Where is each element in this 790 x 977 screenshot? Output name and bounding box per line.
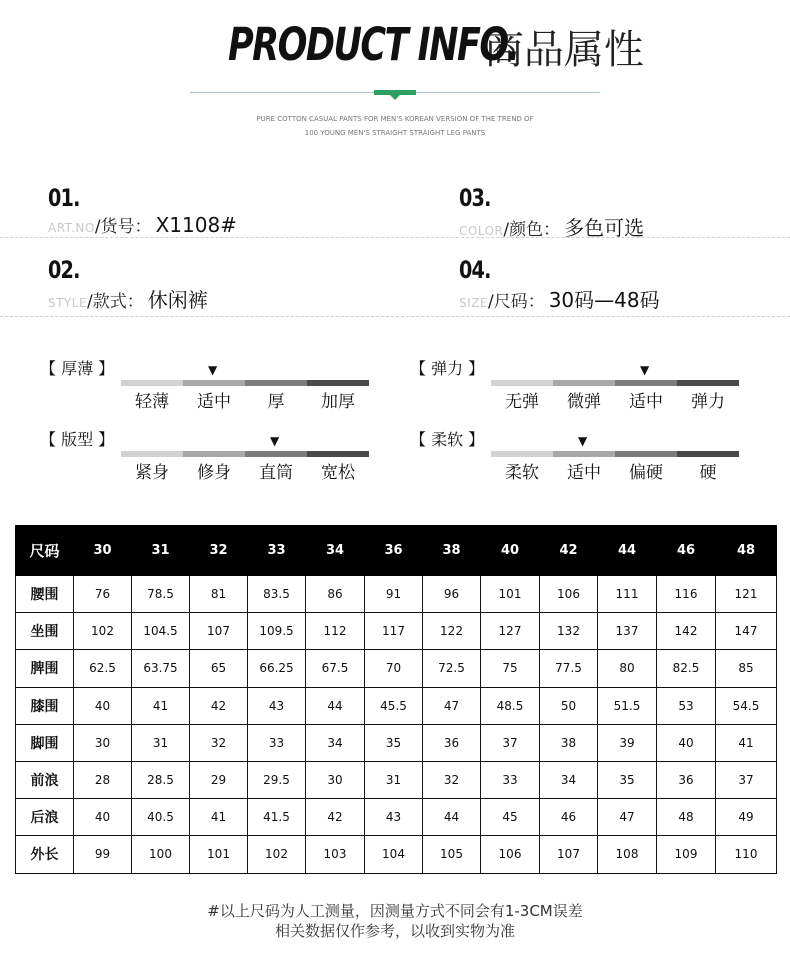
subtitle-line-2: 100 YOUNG MEN'S STRAIGHT STRAIGHT LEG PANTS [304, 129, 486, 137]
table-cell: 34 [540, 761, 598, 798]
scale-options [121, 458, 369, 483]
info-label: /款式： [87, 292, 144, 312]
scale-option: 轻薄 [135, 392, 169, 412]
table-cell: 86 [306, 576, 365, 613]
info-en-label: SIZE [459, 296, 488, 310]
table-cell: 36 [657, 761, 716, 798]
table-cell: 70 [365, 650, 423, 687]
attribute-title: 【 版型 】 [40, 430, 115, 449]
table-cell: 103 [306, 836, 365, 873]
info-item-style [48, 256, 208, 313]
info-en-label: COLOR [459, 224, 504, 238]
table-row-label: 后浪 [16, 799, 74, 836]
table-cell: 41 [132, 687, 190, 724]
table-cell: 72.5 [423, 650, 481, 687]
scale-option: 加厚 [321, 392, 355, 412]
table-cell: 80 [598, 650, 657, 687]
scale-bar [121, 451, 369, 457]
table-cell: 100 [132, 836, 190, 873]
table-cell: 137 [598, 613, 657, 650]
scale-segment [307, 451, 369, 457]
scale-segment [491, 380, 553, 386]
selected-marker-icon: ▼ [270, 434, 280, 448]
attribute-elasticity [410, 356, 750, 416]
table-cell: 41 [190, 799, 248, 836]
dashed-divider [0, 316, 790, 317]
table-cell: 41.5 [248, 799, 306, 836]
table-header-cell: 30 [74, 526, 132, 576]
table-cell: 101 [190, 836, 248, 873]
table-header-cell: 32 [190, 526, 248, 576]
table-cell: 83.5 [248, 576, 306, 613]
selected-marker-icon: ▼ [208, 363, 218, 377]
scale-segment [677, 380, 739, 386]
attribute-fit [40, 427, 380, 487]
scale-option: 修身 [197, 463, 231, 483]
table-cell: 102 [74, 613, 132, 650]
table-cell: 29 [190, 761, 248, 798]
table-cell: 33 [248, 724, 306, 761]
title-chinese: 商品属性 [483, 27, 644, 73]
table-cell: 62.5 [74, 650, 132, 687]
scale-segment [677, 451, 739, 457]
selected-marker-icon: ▼ [640, 363, 650, 377]
table-header-cell: 42 [540, 526, 598, 576]
scale-option: 直筒 [259, 463, 293, 483]
table-row [16, 576, 777, 613]
table-header-cell: 48 [716, 526, 777, 576]
table-header-cell: 34 [306, 526, 365, 576]
table-cell: 28.5 [132, 761, 190, 798]
table-header-cell: 36 [365, 526, 423, 576]
table-cell: 122 [423, 613, 481, 650]
info-label: /颜色： [503, 220, 561, 240]
selected-marker-icon: ▼ [578, 434, 588, 448]
attribute-softness [410, 427, 750, 487]
table-cell: 47 [598, 799, 657, 836]
info-item-color [459, 184, 644, 241]
table-cell: 40 [74, 687, 132, 724]
table-row [16, 761, 777, 798]
table-cell: 111 [598, 576, 657, 613]
table-cell: 33 [481, 761, 540, 798]
table-cell: 31 [132, 724, 190, 761]
table-cell: 110 [716, 836, 777, 873]
scale-segment [553, 380, 615, 386]
table-cell: 37 [481, 724, 540, 761]
table-row-label: 坐围 [16, 613, 74, 650]
scale-segment [183, 380, 245, 386]
scale-bar [121, 380, 369, 386]
info-number: 03. [459, 184, 491, 212]
table-cell: 127 [481, 613, 540, 650]
table-header-cell: 38 [423, 526, 481, 576]
scale-segment [183, 451, 245, 457]
table-cell: 78.5 [132, 576, 190, 613]
table-cell: 67.5 [306, 650, 365, 687]
table-cell: 132 [540, 613, 598, 650]
table-cell: 47 [423, 687, 481, 724]
table-cell: 46 [540, 799, 598, 836]
table-cell: 37 [716, 761, 777, 798]
table-cell: 44 [306, 687, 365, 724]
table-row-label: 脚围 [16, 724, 74, 761]
table-header-cell: 44 [598, 526, 657, 576]
scale-segment [121, 451, 183, 457]
table-cell: 108 [598, 836, 657, 873]
scale-option: 适中 [197, 392, 231, 412]
scale-option: 弹力 [691, 392, 725, 412]
info-en-label: STYLE [48, 296, 88, 310]
scale-option: 无弹 [505, 392, 539, 412]
table-cell: 40 [657, 724, 716, 761]
table-cell: 116 [657, 576, 716, 613]
table-cell: 38 [540, 724, 598, 761]
table-cell: 65 [190, 650, 248, 687]
scale-segment [307, 380, 369, 386]
header-accent-pointer [390, 95, 400, 100]
table-cell: 32 [190, 724, 248, 761]
table-cell: 104.5 [132, 613, 190, 650]
footnote-line-1: #以上尺码为人工测量，因测量方式不同会有1-3CM误差 [207, 902, 583, 920]
info-value: 30码—48码 [548, 288, 660, 312]
table-row [16, 650, 777, 687]
scale-options [491, 387, 739, 412]
attribute-thickness [40, 356, 380, 416]
scale-segment [121, 380, 183, 386]
info-value: 多色可选 [564, 216, 645, 240]
table-cell: 76 [74, 576, 132, 613]
table-cell: 102 [248, 836, 306, 873]
table-cell: 42 [190, 687, 248, 724]
table-row [16, 799, 777, 836]
table-cell: 121 [716, 576, 777, 613]
scale-option: 厚 [267, 392, 285, 412]
table-cell: 32 [423, 761, 481, 798]
table-cell: 112 [306, 613, 365, 650]
subtitle-line-1: PURE COTTON CASUAL PANTS FOR MEN'S KOREAN VERSION OF THE TREND OF [256, 115, 534, 123]
scale-options [491, 458, 739, 483]
table-cell: 96 [423, 576, 481, 613]
info-number: 02. [48, 256, 80, 284]
table-cell: 77.5 [540, 650, 598, 687]
scale-option: 适中 [567, 463, 601, 483]
table-cell: 54.5 [716, 687, 777, 724]
table-row [16, 836, 777, 873]
table-cell: 107 [190, 613, 248, 650]
info-item-art-no [48, 184, 237, 237]
table-cell: 50 [540, 687, 598, 724]
footnote-line-2: 相关数据仅作参考，以收到实物为准 [274, 922, 515, 940]
table-cell: 45 [481, 799, 540, 836]
table-cell: 106 [540, 576, 598, 613]
scale-option: 柔软 [505, 463, 539, 483]
table-header-cell: 33 [248, 526, 306, 576]
table-cell: 40 [74, 799, 132, 836]
scale-option: 适中 [629, 392, 663, 412]
table-body [16, 576, 777, 874]
info-label: /货号： [94, 217, 152, 237]
table-row-label: 膝围 [16, 687, 74, 724]
table-header-cell: 31 [132, 526, 190, 576]
info-number: 01. [48, 184, 80, 212]
table-cell: 117 [365, 613, 423, 650]
table-cell: 35 [365, 724, 423, 761]
info-item-size [459, 256, 660, 313]
table-cell: 41 [716, 724, 777, 761]
page-title [0, 18, 790, 84]
table-cell: 109 [657, 836, 716, 873]
table-cell: 63.75 [132, 650, 190, 687]
table-cell: 91 [365, 576, 423, 613]
table-cell: 48.5 [481, 687, 540, 724]
table-cell: 106 [481, 836, 540, 873]
scale-bar [491, 451, 739, 457]
scale-segment [491, 451, 553, 457]
table-cell: 53 [657, 687, 716, 724]
attribute-title: 【 厚薄 】 [40, 359, 115, 378]
attribute-title: 【 柔软 】 [410, 430, 485, 449]
table-header-cell: 40 [481, 526, 540, 576]
scale-option: 紧身 [135, 463, 169, 483]
table-row-label: 外长 [16, 836, 74, 873]
info-number: 04. [459, 256, 491, 284]
table-cell: 35 [598, 761, 657, 798]
table-cell: 66.25 [248, 650, 306, 687]
table-cell: 81 [190, 576, 248, 613]
table-cell: 34 [306, 724, 365, 761]
table-cell: 43 [248, 687, 306, 724]
table-row-label: 腰围 [16, 576, 74, 613]
table-cell: 101 [481, 576, 540, 613]
table-cell: 39 [598, 724, 657, 761]
table-header-row [16, 526, 777, 576]
table-cell: 28 [74, 761, 132, 798]
table-cell: 51.5 [598, 687, 657, 724]
table-row [16, 724, 777, 761]
table-cell: 104 [365, 836, 423, 873]
scale-segment [245, 380, 307, 386]
size-table [15, 525, 777, 874]
table-cell: 29.5 [248, 761, 306, 798]
table-cell: 99 [74, 836, 132, 873]
info-label: /尺码： [487, 292, 545, 312]
scale-segment [553, 451, 615, 457]
info-value: 休闲裤 [147, 288, 208, 312]
table-cell: 40.5 [132, 799, 190, 836]
table-cell: 30 [306, 761, 365, 798]
table-cell: 142 [657, 613, 716, 650]
table-cell: 105 [423, 836, 481, 873]
scale-option: 宽松 [321, 463, 355, 483]
table-header-cell: 尺码 [16, 526, 74, 576]
table-cell: 36 [423, 724, 481, 761]
attribute-title: 【 弹力 】 [410, 359, 485, 378]
scale-bar [491, 380, 739, 386]
scale-option: 偏硬 [629, 463, 663, 483]
table-cell: 107 [540, 836, 598, 873]
table-cell: 45.5 [365, 687, 423, 724]
table-cell: 82.5 [657, 650, 716, 687]
scale-segment [615, 451, 677, 457]
scale-segment [615, 380, 677, 386]
table-row [16, 613, 777, 650]
scale-option: 硬 [699, 463, 717, 483]
table-cell: 44 [423, 799, 481, 836]
table-cell: 30 [74, 724, 132, 761]
info-value: X1108# [155, 213, 237, 237]
title-english: PRODUCT INFO. [228, 18, 519, 71]
table-cell: 147 [716, 613, 777, 650]
table-cell: 49 [716, 799, 777, 836]
table-cell: 85 [716, 650, 777, 687]
table-cell: 48 [657, 799, 716, 836]
table-cell: 31 [365, 761, 423, 798]
table-cell: 109.5 [248, 613, 306, 650]
scale-segment [245, 451, 307, 457]
scale-options [121, 387, 369, 412]
table-cell: 42 [306, 799, 365, 836]
table-header-cell: 46 [657, 526, 716, 576]
table-cell: 43 [365, 799, 423, 836]
table-cell: 75 [481, 650, 540, 687]
dashed-divider [0, 237, 790, 238]
info-en-label: ART.NO [48, 221, 95, 235]
table-row [16, 687, 777, 724]
table-row-label: 前浪 [16, 761, 74, 798]
scale-option: 微弹 [567, 392, 601, 412]
table-row-label: 脾围 [16, 650, 74, 687]
